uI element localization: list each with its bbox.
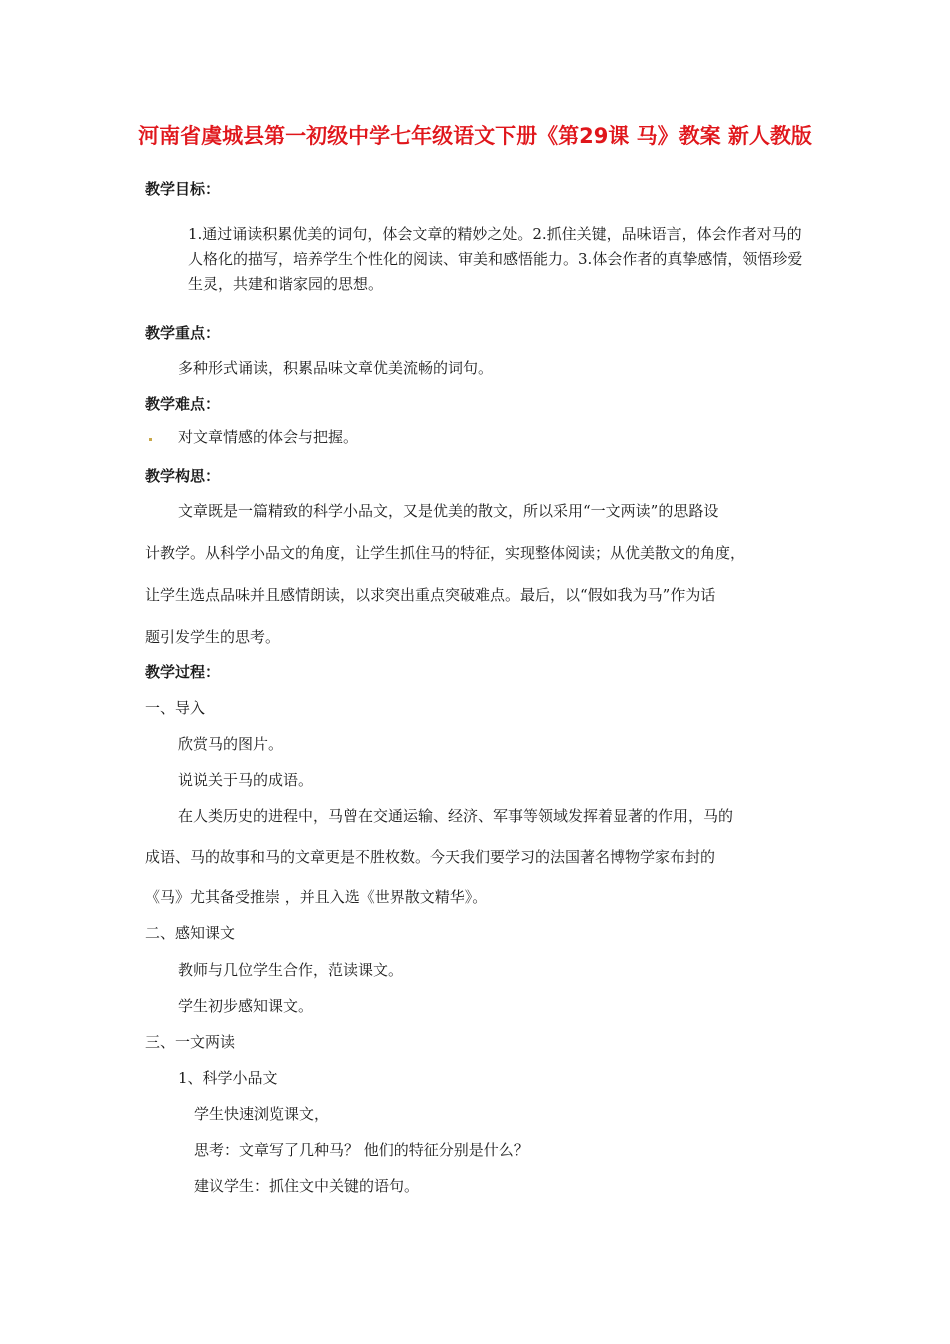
part1-item: 欣赏马的图片。 [178,735,284,753]
bullet-mark [149,438,152,441]
part1-para-line: 成语、马的故事和马的文章更是不胜枚数。今天我们要学习的法国著名博物学家布封的 [145,848,716,866]
part2-title: 二、感知课文 [145,924,236,942]
part3-item: 建议学生：抓住文中关键的语句。 [194,1177,420,1195]
key-points-heading: 教学重点： [145,324,221,342]
part3-item: 学生快速浏览课文， [194,1105,330,1123]
document-title: 河南省虞城县第一初级中学七年级语文下册《第29课 马》教案 新人教版 [138,124,812,148]
concept-line: 题引发学生的思考。 [145,628,281,646]
part1-title: 一、导入 [145,699,206,717]
difficulties-heading: 教学难点： [145,395,221,413]
part1-para-line: 《马》尤其备受推崇 ，并且入选《世界散文精华》。 [145,888,488,906]
objectives-heading: 教学目标： [145,180,221,198]
part3-title: 三、一文两读 [145,1033,236,1051]
concept-line: 文章既是一篇精致的科学小品文，又是优美的散文，所以采用“一文两读”的思路设 [178,502,719,520]
difficulties-text: 对文章情感的体会与把握。 [178,428,359,446]
concept-line: 计教学。从科学小品文的角度，让学生抓住马的特征，实现整体阅读；从优美散文的角度， [145,544,746,562]
part3-subtitle: 1、科学小品文 [178,1069,278,1087]
objectives-text: 1.通过诵读积累优美的词句，体会文章的精妙之处。2.抓住关键，品味语言，体会作者对马的人格化的描写，培养学生个性化的阅读、审美和感悟能力。3.体会作者的真挚感情，领悟珍爱生灵，共建和谐家园的思想。 [188,225,803,293]
concept-heading: 教学构思： [145,467,221,485]
concept-line: 让学生选点品味并且感情朗读，以求突出重点突破难点。最后，以“假如我为马”作为话 [145,586,716,604]
process-heading: 教学过程： [145,663,221,681]
part3-item: 思考：文章写了几种马？ 他们的特征分别是什么？ [194,1141,529,1159]
part1-para-line: 在人类历史的进程中，马曾在交通运输、经济、军事等领域发挥着显著的作用，马的 [178,807,734,825]
part2-item: 教师与几位学生合作，范读课文。 [178,961,404,979]
key-points-text: 多种形式诵读，积累品味文章优美流畅的词句。 [178,359,494,377]
part2-item: 学生初步感知课文。 [178,997,314,1015]
part1-item: 说说关于马的成语。 [178,771,314,789]
